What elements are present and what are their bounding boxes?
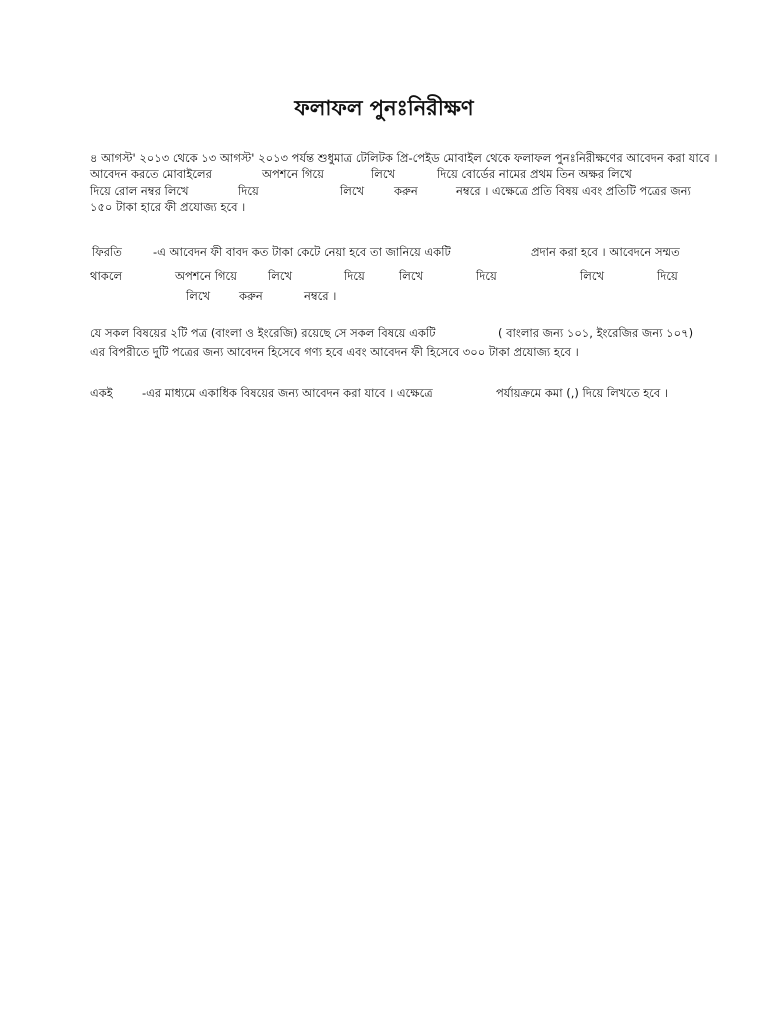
text-segment: দিয়ে: [238, 184, 259, 198]
text-segment: ১৫০ টাকা হারে ফী প্রযোজ্য হবে ।: [90, 200, 246, 214]
text-segment: অপশনে গিয়ে: [175, 269, 237, 283]
text-segment: লিখে: [399, 269, 424, 283]
page-title: ফলাফল পুনঃনিরীক্ষণ: [294, 95, 474, 120]
text-segment: ( বাংলার জন্য ১০১, ইংরেজির জন্য ১০৭): [498, 326, 694, 340]
text-segment: পর্যায়ক্রমে কমা (,) দিয়ে লিখতে হবে ।: [496, 386, 669, 400]
text-segment: ফিরতি: [92, 245, 122, 259]
text-segment: দিয়ে: [476, 269, 497, 283]
text-segment: দিয়ে: [657, 269, 678, 283]
text-segment: এর বিপরীতে দুটি পত্রের জন্য আবেদন হিসেবে গণ্য হবে এবং আবেদন ফী হিসেবে ৩০০ টাকা প্রযোজ্য হবে ।: [90, 345, 579, 359]
text-segment: দিয়ে বোর্ডের নামের প্রথম তিন অক্ষর লিখে: [437, 167, 632, 181]
text-segment: করুন: [394, 184, 418, 198]
text-segment: দিয়ে: [344, 269, 365, 283]
text-segment: একই: [90, 386, 113, 400]
text-segment: নম্বরে । এক্ষেত্রে প্রতি বিষয় এবং প্রতিটি পত্রের জন্য: [456, 184, 691, 198]
text-segment: নম্বরে ।: [304, 289, 337, 303]
text-segment: লিখে: [340, 184, 365, 198]
text-segment: যে সকল বিষয়ের ২টি পত্র (বাংলা ও ইংরেজি) রয়েছে সে সকল বিষয়ে একটি: [90, 326, 436, 340]
text-segment: -এ আবেদন ফী বাবদ কত টাকা কেটে নেয়া হবে তা জানিয়ে একটি: [153, 245, 451, 259]
text-segment: অপশনে গিয়ে: [262, 167, 324, 181]
text-segment: লিখে: [186, 289, 211, 303]
text-segment: থাকলে: [90, 269, 123, 283]
text-segment: লিখে: [580, 269, 605, 283]
text-segment: ৪ আগস্ট' ২০১৩ থেকে ১৩ আগস্ট' ২০১৩ পর্যন্ত শুধুমাত্র টেলিটক প্রি-পেইড মোবাইল থেকে ফলাফল পুনঃনিরীক্ষণের আবেদন করা যাবে ।: [90, 151, 718, 165]
text-segment: দিয়ে রোল নম্বর লিখে: [90, 184, 189, 198]
text-segment: আবেদন করতে মোবাইলের: [90, 167, 212, 181]
text-segment: লিখে: [268, 269, 293, 283]
text-segment: লিখে: [371, 167, 396, 181]
text-segment: করুন: [239, 289, 263, 303]
text-segment: -এর মাধ্যমে একাধিক বিষয়ের জন্য আবেদন করা যাবে । এক্ষেত্রে: [142, 386, 433, 400]
text-segment: প্রদান করা হবে । আবেদনে সম্মত: [531, 245, 680, 259]
